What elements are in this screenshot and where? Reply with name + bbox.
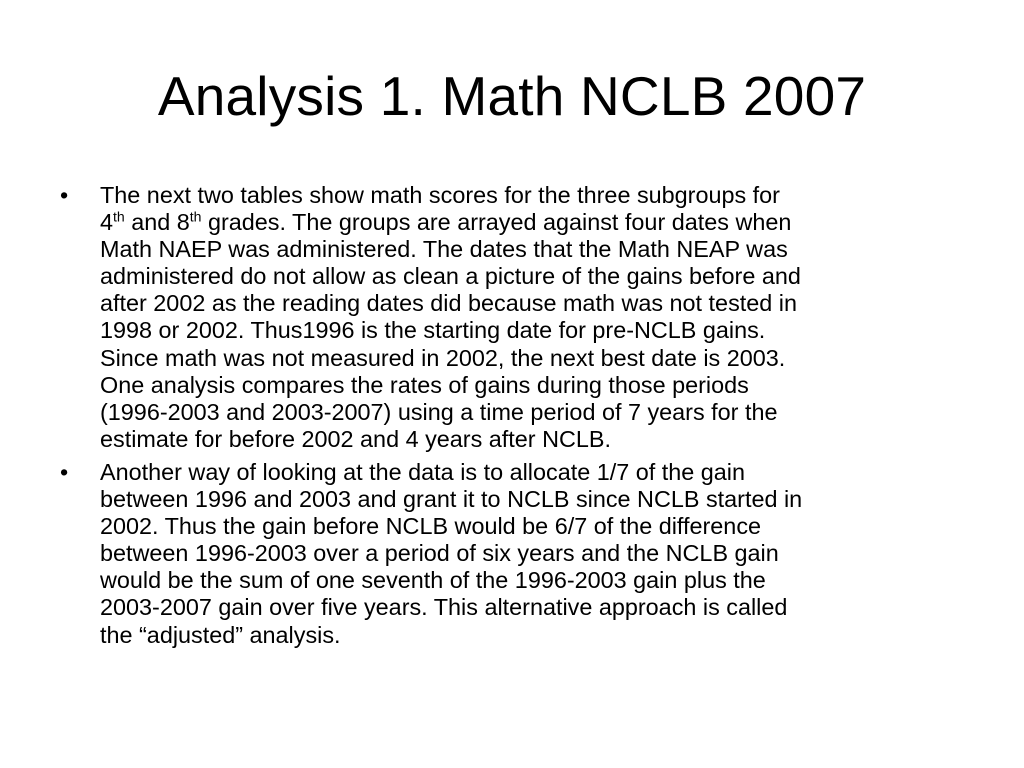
text-line: the “adjusted” analysis.	[100, 621, 341, 648]
text-line: administered do not allow as clean a picture of the gains before and	[100, 263, 801, 290]
bullet-list	[56, 182, 968, 655]
text-line: 2002. Thus the gain before NCLB would be 6/7 of the difference	[100, 513, 762, 540]
text-line: 2003-2007 gain over five years. This alternative approach is called	[100, 594, 788, 621]
superscript: th	[113, 208, 125, 225]
superscript: th	[189, 208, 202, 225]
text-line: The next two tables show math scores for the three subgroups for	[100, 182, 780, 208]
text-line	[100, 209, 968, 236]
text-line: between 1996 and 2003 and grant it to NCLB since NCLB started in	[100, 486, 803, 513]
text-line: between 1996-2003 over a period of six years and the NCLB gain	[100, 540, 779, 567]
text-line: estimate for before 2002 and 4 years after NCLB.	[100, 425, 611, 452]
text-fragment: and 8	[124, 209, 190, 236]
bullet-text	[100, 182, 968, 453]
text-line: Another way of looking at the data is to allocate 1/7 of the gain	[100, 458, 745, 485]
bullet-text	[100, 459, 968, 649]
text-line: 1998 or 2002. Thus1996 is the starting date for pre-NCLB gains.	[100, 317, 766, 344]
text-fragment: grades. The groups are arrayed against four dates when	[201, 209, 792, 236]
bullet-icon: •	[60, 458, 69, 485]
slide-title: Analysis 1. Math NCLB 2007	[157, 65, 867, 127]
text-line: (1996-2003 and 2003-2007) using a time period of 7 years for the	[100, 398, 778, 425]
bullet-icon: •	[60, 182, 69, 208]
bullet-item-1	[56, 182, 968, 453]
text-line: would be the sum of one seventh of the 1996-2003 gain plus the	[100, 567, 766, 594]
text-fragment: 4	[100, 209, 114, 236]
text-line: Since math was not measured in 2002, the next best date is 2003.	[100, 344, 786, 371]
text-line: after 2002 as the reading dates did because math was not tested in	[100, 290, 797, 317]
text-line: Math NAEP was administered. The dates that the Math NEAP was	[100, 236, 788, 263]
text-line: One analysis compares the rates of gains during those periods	[100, 371, 749, 398]
bullet-item-2	[56, 459, 968, 649]
